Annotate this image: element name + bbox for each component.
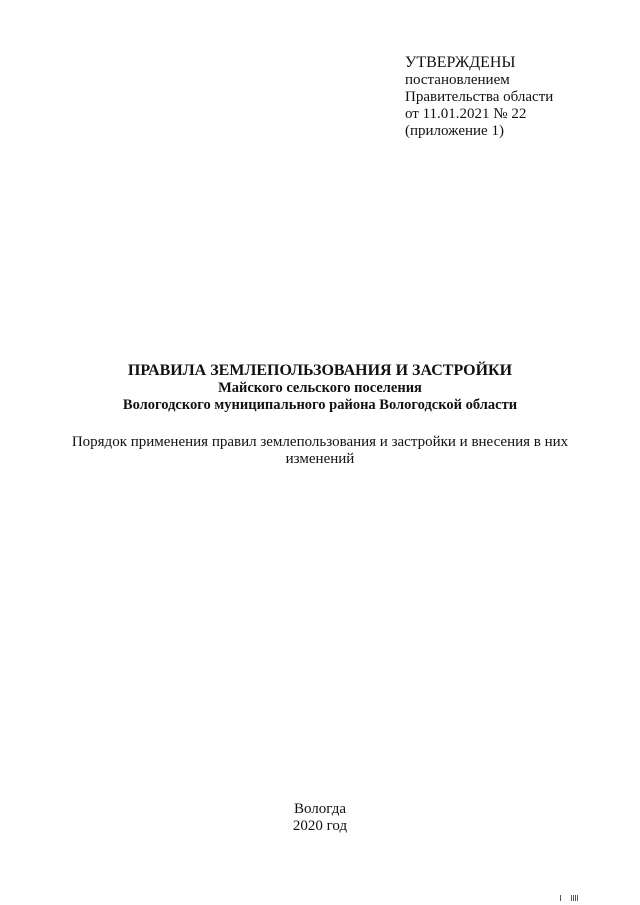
footer-city: Вологда (294, 801, 346, 817)
approval-line-government: Правительства области (405, 89, 554, 105)
approval-line-date-number: от 11.01.2021 № 22 (405, 106, 527, 122)
document-footer (220, 801, 420, 835)
document-subject: Порядок применения правил землепользования и застройки и внесения в них изменений (71, 434, 569, 467)
document-title (60, 362, 580, 414)
approved-label: УТВЕРЖДЕНЫ (405, 54, 516, 71)
approval-stamp (405, 54, 625, 140)
page-barcode-mark (560, 895, 578, 901)
title-main: ПРАВИЛА ЗЕМЛЕПОЛЬЗОВАНИЯ И ЗАСТРОЙКИ (127, 362, 513, 379)
approval-line-resolution: постановлением (405, 72, 510, 88)
footer-year: 2020 год (292, 818, 348, 834)
approval-line-appendix: (приложение 1) (405, 123, 504, 139)
title-district: Вологодского муниципального района Вологодской области (122, 397, 518, 413)
title-settlement: Майского сельского поселения (218, 380, 422, 396)
